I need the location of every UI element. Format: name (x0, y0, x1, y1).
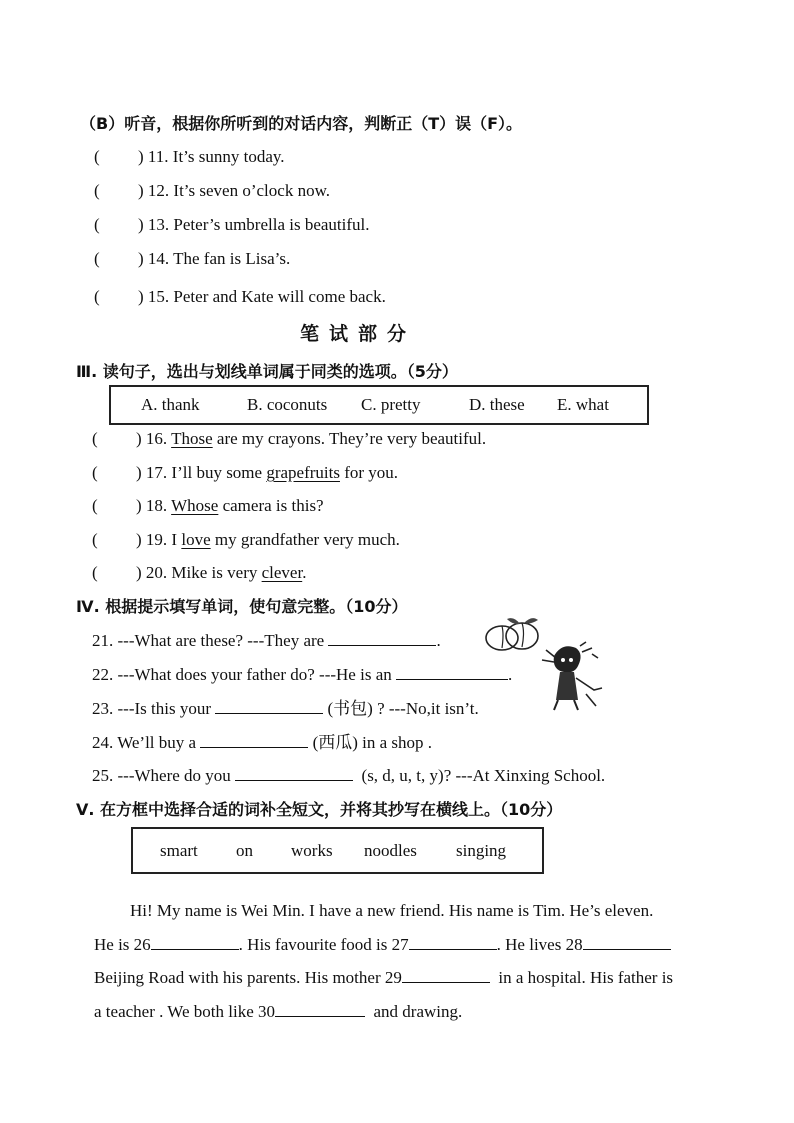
list-item: ( ) 14. The fan is Lisa’s. (94, 249, 291, 268)
answer-blank-23[interactable] (215, 697, 323, 714)
option-c: C. pretty (361, 395, 421, 414)
option-d: D. these (469, 395, 525, 414)
question-22: 22. ---What does your father do? ---He is an . (92, 665, 513, 684)
answer-blank-24[interactable] (200, 731, 308, 748)
underlined-word: clever (261, 563, 303, 582)
question-24: 24. We’ll buy a (西瓜) in a shop . (92, 733, 433, 752)
word-option: works (291, 841, 333, 860)
answer-blank-28[interactable] (583, 933, 671, 950)
answer-paren-open[interactable]: ( (94, 147, 100, 166)
answer-paren-open[interactable]: ( (94, 181, 100, 200)
question-23: 23. ---Is this your (书包) ? ---No,it isn’t. (92, 699, 479, 718)
answer-paren-open[interactable]: ( (94, 249, 100, 268)
answer-blank-30[interactable] (275, 1000, 365, 1017)
answer-paren[interactable]: ( (92, 496, 98, 515)
answer-paren[interactable]: ( (92, 463, 98, 482)
statement-text: 12. It’s seven o’clock now. (147, 181, 330, 200)
question-25: 25. ---Where do you (s, d, u, t, y)? ---At Xinxing School. (92, 766, 606, 785)
list-item: ( ) 20. Mike is very clever. (92, 563, 307, 582)
option-b: B. coconuts (247, 395, 328, 414)
underlined-word: love (181, 530, 211, 549)
passage-line-2: He is 26 . His favourite food is 27 . He lives 28 (94, 933, 671, 956)
answer-blank-21[interactable] (328, 629, 436, 646)
word-option: singing (456, 841, 507, 860)
underlined-word: Those (171, 429, 213, 448)
answer-blank-29[interactable] (402, 966, 490, 983)
list-item: ( ) 13. Peter’s umbrella is beautiful. (94, 215, 370, 234)
list-item: ( ) 11. It’s sunny today. (94, 147, 285, 166)
statement-text: 13. Peter’s umbrella is beautiful. (147, 215, 370, 234)
underlined-word: grapefruits (266, 463, 340, 482)
word-option: smart (160, 841, 198, 860)
passage-line-3: Beijing Road with his parents. His mother 29 in a hospital. His father is (94, 968, 674, 987)
passage-line-1: Hi! My name is Wei Min. I have a new friend. His name is Tim. He’s eleven. (130, 901, 654, 920)
statement-text: 11. It’s sunny today. (147, 147, 285, 166)
underlined-word: Whose (171, 496, 219, 515)
answer-blank-22[interactable] (396, 663, 508, 680)
answer-paren-open[interactable]: ( (94, 215, 100, 234)
section-b-heading: （B）听音，根据你所听到的对话内容，判断正（T）误（F）。 (80, 114, 523, 133)
list-item: ( ) 17. I’ll buy some grapefruits for you. (92, 463, 399, 482)
word-box (131, 827, 544, 874)
option-e: E. what (557, 395, 609, 414)
answer-paren[interactable]: ( (92, 429, 98, 448)
word-option: on (236, 841, 253, 860)
option-a: A. thank (141, 395, 200, 414)
answer-blank-25[interactable] (235, 764, 353, 781)
list-item: ( ) 18. Whose camera is this? (92, 496, 324, 515)
options-box (109, 385, 649, 425)
passage-line-4: a teacher . We both like 30 and drawing. (94, 1002, 463, 1021)
answer-paren-open[interactable]: ( (94, 287, 100, 306)
word-option: noodles (364, 841, 417, 860)
statement-text: 14. The fan is Lisa’s. (147, 249, 291, 268)
answer-blank-26[interactable] (151, 933, 239, 950)
section-4-heading: Ⅳ. 根据提示填写单词，使句意完整。（10分） (76, 597, 408, 616)
question-21: 21. ---What are these? ---They are . (92, 631, 441, 650)
list-item: ( ) 19. I love my grandfather very much. (92, 530, 400, 549)
list-item: ( ) 15. Peter and Kate will come back. (94, 287, 386, 306)
statement-text: 15. Peter and Kate will come back. (147, 287, 386, 306)
answer-paren[interactable]: ( (92, 530, 98, 549)
person-illustration (534, 640, 606, 712)
list-item: ( ) 16. Those are my crayons. They’re very beautiful. (92, 429, 487, 448)
answer-paren[interactable]: ( (92, 563, 98, 582)
section-5-heading: Ⅴ. 在方框中选择合适的词补全短文，并将其抄写在横线上。（10分） (76, 800, 563, 819)
section-3-heading: Ⅲ. 读句子，选出与划线单词属于同类的选项。（5分） (76, 362, 458, 381)
written-part-title: 笔试部分 (300, 323, 417, 345)
answer-blank-27[interactable] (409, 933, 497, 950)
list-item: ( ) 12. It’s seven o’clock now. (94, 181, 330, 200)
